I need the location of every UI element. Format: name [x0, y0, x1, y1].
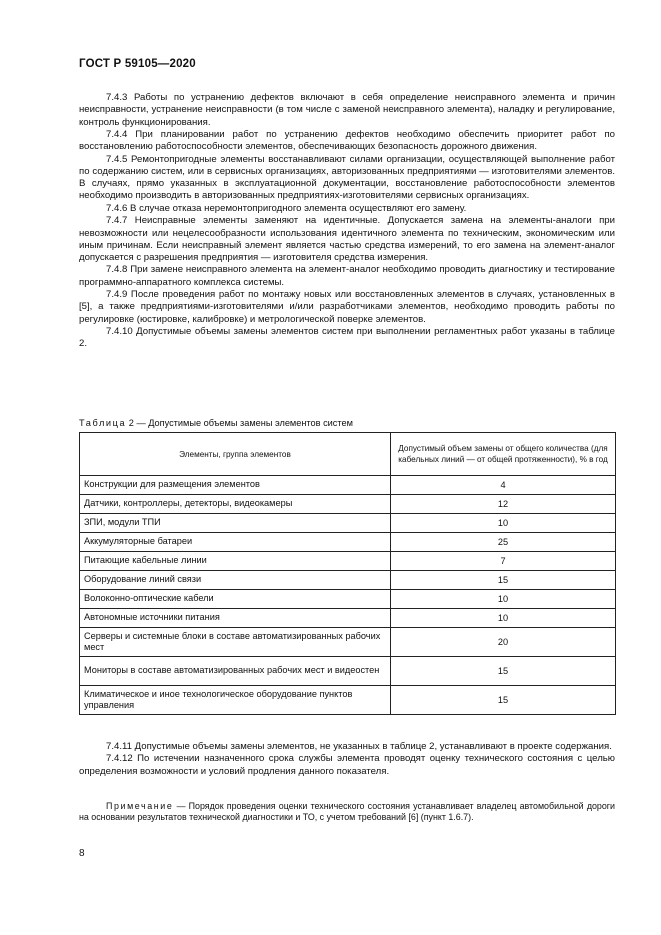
table-row	[80, 552, 616, 571]
paragraph-7-4-12: 7.4.12 По истечении назначенного срока службы элемента проводят оценку технического состояния с целью определения возможности и условий продления данного показателя.	[79, 753, 615, 777]
table-row	[80, 628, 616, 657]
element-name-cell: Мониторы в составе автоматизированных рабочих мест и видеостен	[80, 657, 391, 686]
element-name-cell: Аккумуляторные батареи	[80, 533, 391, 552]
volume-cell: 15	[391, 657, 616, 686]
volume-cell: 10	[391, 514, 616, 533]
paragraph-7-4-8: 7.4.8 При замене неисправного элемента на элемент-аналог необходимо проводить диагностику и тестирование программно-аппаратного комплекса системы.	[79, 264, 615, 288]
paragraph-7-4-4: 7.4.4 При планировании работ по устранению дефектов необходимо обеспечить приоритет работ по восстановлению работоспособности элементов, обеспечивающих безопасность дорожного движения.	[79, 128, 615, 153]
volume-cell: 10	[391, 609, 616, 628]
element-name-cell: Серверы и системные блоки в составе автоматизированных рабочих мест	[80, 628, 391, 657]
table-row	[80, 533, 616, 552]
table-row	[80, 590, 616, 609]
element-name-cell: Конструкции для размещения элементов	[80, 476, 391, 495]
table-row	[80, 571, 616, 590]
document-header: ГОСТ Р 59105—2020	[79, 58, 196, 70]
note-text: — Порядок проведения оценки технического состояния устанавливает владелец автомобильной дороги на основании результатов технической диагностики и ТО, с учетом требований [6] (пункт 1.6.7).	[79, 801, 615, 823]
element-name-cell: Климатическое и иное технологическое оборудование пунктов управления	[80, 686, 391, 715]
column-header-elements: Элементы, группа элементов	[80, 433, 391, 476]
table-caption	[79, 418, 353, 428]
volume-cell: 4	[391, 476, 616, 495]
body-text	[79, 92, 615, 351]
element-name-cell: Оборудование линий связи	[80, 571, 391, 590]
table-caption-text: 2 — Допустимые объемы замены элементов систем	[126, 418, 353, 428]
paragraph-7-4-7: 7.4.7 Неисправные элементы заменяют на идентичные. Допускается замена на элементы-аналоги при невозможности или нецелесообразности использования идентичного элемента по техническим, экономическим или иным причинам. Если неисправный элемент является частью средства измерений, то его замена на элемент-аналог допускается с разрешения предприятия — изготовителя средства измерения.	[79, 215, 615, 263]
column-header-volume: Допустимый объем замены от общего количества (для кабельных линий — от общей протяженности), % в год	[391, 433, 616, 476]
paragraph-7-4-11: 7.4.11 Допустимые объемы замены элементов, не указанных в таблице 2, устанавливают в проекте содержания.	[106, 741, 612, 752]
table-row	[80, 514, 616, 533]
replacement-volume-table	[79, 432, 616, 715]
table-row	[80, 495, 616, 514]
element-name-cell: Питающие кабельные линии	[80, 552, 391, 571]
volume-cell: 20	[391, 628, 616, 657]
note	[79, 801, 615, 824]
volume-cell: 10	[391, 590, 616, 609]
paragraph-7-4-5: 7.4.5 Ремонтопригодные элементы восстанавливают силами организации, осуществляющей выполнение работ по содержанию систем, или в сервисных организациях, авторизованных предприятиями — изготовителями элементов. В случаях, прямо указанных в эксплуатационной документации, восстановление работоспособности элементов необходимо производить в авторизованных предприятиях-изготовителями сервисных организациях.	[79, 153, 615, 202]
paragraph-7-4-10: 7.4.10 Допустимые объемы замены элементов систем при выполнении регламентных работ указаны в таблице 2.	[79, 326, 615, 350]
note-label: Примечание	[106, 801, 174, 811]
table-row	[80, 686, 616, 715]
volume-cell: 7	[391, 552, 616, 571]
element-name-cell: ЗПИ, модули ТПИ	[80, 514, 391, 533]
table-row	[80, 476, 616, 495]
table-header-row	[80, 433, 616, 476]
lower-text	[79, 741, 615, 778]
paragraph-7-4-6: 7.4.6 В случае отказа неремонтопригодного элемента осуществляют его замену.	[106, 202, 467, 214]
paragraph-7-4-3: 7.4.3 Работы по устранению дефектов включают в себя определение неисправного элемента и причин неисправности, устранение неисправности (в том числе с заменой неисправного элемента), наладку и регулирование, контроль функционирования.	[79, 92, 615, 128]
volume-cell: 15	[391, 686, 616, 715]
table-row	[80, 609, 616, 628]
table-caption-label: Таблица	[79, 418, 127, 428]
element-name-cell: Волоконно-оптические кабели	[80, 590, 391, 609]
element-name-cell: Датчики, контроллеры, детекторы, видеокамеры	[80, 495, 391, 514]
paragraph-7-4-9: 7.4.9 После проведения работ по монтажу новых или восстановленных элементов в случаях, установленных в [5], а также предприятиями-изготовителями и/или разработчиками элементов, необходимо проводить работы по регулировке (юстировке, калибровке) и метрологической поверке элементов.	[79, 289, 615, 325]
table-row	[80, 657, 616, 686]
volume-cell: 15	[391, 571, 616, 590]
volume-cell: 25	[391, 533, 616, 552]
element-name-cell: Автономные источники питания	[80, 609, 391, 628]
volume-cell: 12	[391, 495, 616, 514]
page-number: 8	[79, 848, 85, 859]
